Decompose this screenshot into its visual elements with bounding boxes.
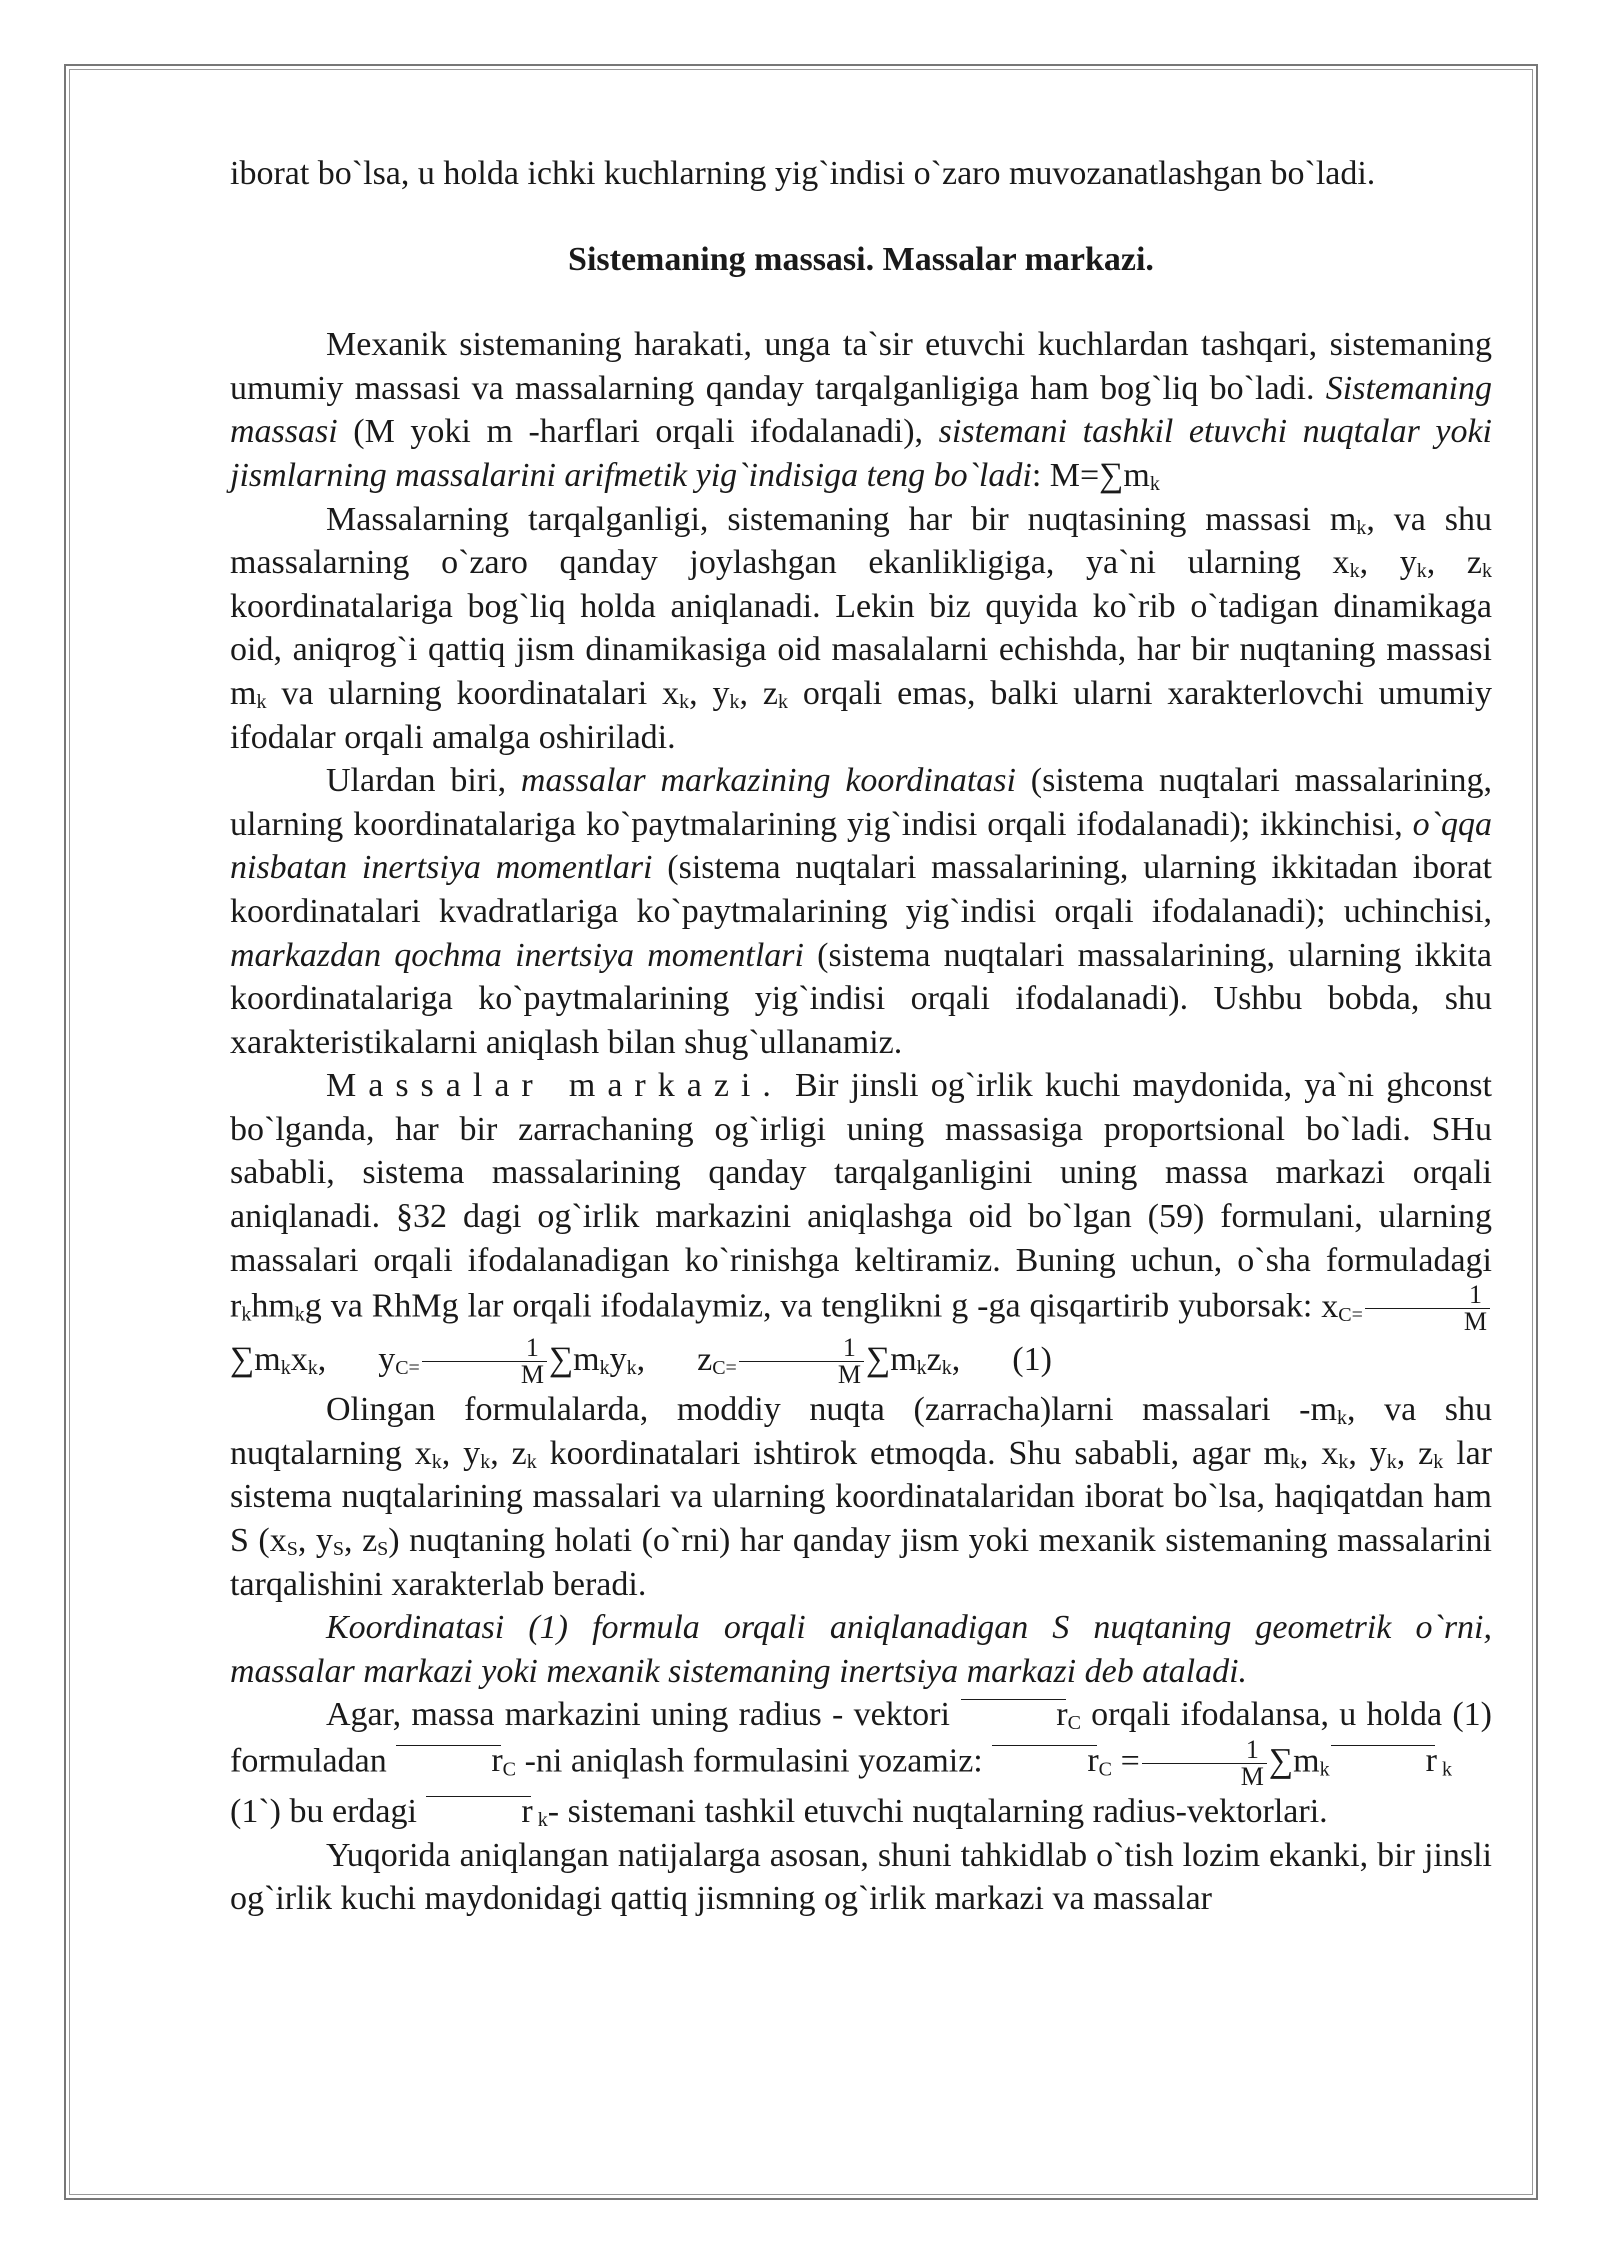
subscript: k	[526, 1450, 537, 1473]
equation-tag: (1`)	[230, 1793, 281, 1830]
text-run: koordinatalariga bog`liq holda aniqlanadi. Lekin biz quyida ko`rib o`tadigan dinamikaga oid, aniqrog`i qattiq jism dinamikasiga oid masalalarni echishda, har bir nuqtaning massasi m	[230, 587, 1492, 712]
vector-symbol: r	[960, 1693, 1067, 1737]
text-run: , y	[441, 1434, 481, 1472]
text-run: , va shu massalarning o`zaro qanday joylashgan ekanlikligiga, ya`ni ularning x	[230, 500, 1492, 582]
subscript: k	[1349, 560, 1360, 583]
text-run: massalar markazining koordinatasi	[520, 762, 1016, 800]
subscript: C	[1098, 1758, 1113, 1781]
paragraph-radius-vector	[230, 1693, 1492, 1833]
section-heading: Sistemaning massasi. Massalar markazi.	[568, 240, 1154, 278]
text-run: (M yoki m -harflari orqali ifodalanadi),	[337, 413, 939, 451]
subscript: k	[1433, 1450, 1444, 1473]
subscript: k	[480, 1450, 491, 1473]
subscript: k	[778, 690, 789, 713]
subscript: k	[431, 1450, 442, 1473]
subscript: k	[1436, 1758, 1453, 1781]
vector-symbol: r	[395, 1739, 502, 1783]
subscript: k	[1482, 560, 1492, 583]
text-run: ∑m	[865, 1340, 917, 1378]
text-run: ,	[951, 1340, 961, 1378]
text-run: (sistema nuqtalari massalarining, ularning ikkita koordinatalariga ko`paytmalarining yig`indisi orqali ifodalanadi). Ushbu bobda, shu xarakteristikalarni aniqlash bilan shug`ullanamiz.	[230, 936, 1492, 1061]
subscript: k	[941, 1356, 952, 1379]
text-run: ) nuqtaning holati (o`rni) har qanday jism yoki mexanik sistemaning massalarini tarqalishini xarakterlab beradi.	[230, 1522, 1493, 1603]
text-run: M	[837, 1360, 861, 1390]
subscript: k	[1319, 1758, 1330, 1781]
text-run: g va RhMg lar orqali ifodalaymiz, va tenglikni g -ga qisqartirib yuborsak:	[304, 1287, 1322, 1325]
equation-tag: (1)	[1012, 1340, 1052, 1378]
paragraph-definition	[230, 1606, 1492, 1693]
text-run: , y	[1348, 1434, 1387, 1472]
subscript: S	[332, 1538, 345, 1561]
text-run: , z	[1396, 1434, 1434, 1472]
paragraph-mass-distribution	[230, 498, 1492, 760]
text-run: ∑m	[548, 1340, 600, 1378]
subscript: k	[1386, 1450, 1397, 1473]
text-run: hm	[251, 1287, 295, 1325]
subscript: k	[532, 1809, 548, 1831]
text-run: 1	[1365, 1282, 1490, 1309]
text-run: , va shu nuqtalarning x	[230, 1391, 1493, 1472]
text-run: ∑m	[1268, 1742, 1320, 1780]
subscript: k	[679, 690, 690, 713]
text-run: - sistemani tashkil etuvchi nuqtalarning radius-vektorlari.	[547, 1793, 1328, 1830]
text-run: Mexanik sistemaning harakati, unga ta`sir etuvchi kuchlardan tashqari, sistemaning umumiy massasi va massalarning qanday tarqalganligiga ham bog`liq bo`ladi.	[230, 326, 1492, 407]
subscript: k	[1338, 1450, 1349, 1473]
paragraph-continuation: iborat bo`lsa, u holda ichki kuchlarning yig`indisi o`zaro muvozanatlashgan bo`ladi.	[230, 155, 1376, 192]
text-run: Ulardan biri,	[326, 762, 521, 800]
paragraph-characteristics	[230, 759, 1492, 1064]
fraction	[739, 1335, 864, 1388]
subscript: k	[599, 1356, 610, 1379]
text-run: , y	[1359, 544, 1417, 582]
subscript: k	[1336, 1407, 1347, 1430]
subscript: k	[626, 1356, 637, 1379]
subscript: C=	[712, 1356, 737, 1379]
text-run: sistemani tashkil etuvchi nuqtalar yoki jismlarning massalarini arifmetik yig`indisiga teng bo`ladi	[230, 413, 1493, 494]
text-run: , z	[490, 1434, 527, 1472]
subscript: k	[280, 1356, 291, 1379]
text-run: M	[1463, 1307, 1487, 1337]
text-run: y	[609, 1340, 627, 1378]
text-run: , y	[689, 674, 730, 712]
text-run: va ularning koordinatalari x	[266, 674, 680, 712]
subscript: k	[307, 1356, 318, 1379]
text-run: x	[290, 1340, 308, 1378]
text-run: bu erdagi	[280, 1793, 417, 1830]
text-run: orqali emas, balki ularni xarakterlovchi umumiy ifodalar orqali amalga oshiriladi.	[230, 674, 1493, 756]
subscript: k	[1416, 560, 1427, 583]
text-run: z	[926, 1340, 942, 1378]
text-run: M	[520, 1360, 544, 1390]
text-run: =	[1112, 1742, 1140, 1780]
subscript: k	[1289, 1450, 1300, 1473]
text-run: 1	[1142, 1737, 1267, 1764]
subscript: k	[241, 1303, 252, 1326]
text-run: y	[378, 1340, 396, 1378]
subscript: S	[286, 1538, 298, 1561]
text-run: , z	[1426, 544, 1482, 582]
paragraph-center-of-mass	[230, 1064, 1492, 1388]
vector-symbol: r	[1330, 1739, 1437, 1783]
text-run: Olingan formulalarda, moddiy nuqta (zarracha)larni massalari -m	[326, 1391, 1337, 1429]
fraction	[422, 1335, 547, 1388]
document-page	[230, 152, 1492, 1921]
text-run: orqali ifodalansa, u holda (1) formuladan	[230, 1696, 1492, 1780]
subscript: C=	[395, 1356, 420, 1379]
subscript: S	[377, 1538, 389, 1561]
text-run: o`qqa nisbatan inertsiya momentlari	[230, 805, 1492, 887]
text-run: Massalarning tarqalganligi, sistemaning har bir nuqtasining massasi m	[326, 500, 1357, 538]
text-run: lar sistema nuqtalarining massalari va ularning koordinatalaridan iborat bo`lsa, haqiqatdan ham S (x	[230, 1434, 1493, 1560]
text-run: 1	[422, 1335, 547, 1362]
text-run: -ni aniqlash formulasini yozamiz:	[515, 1742, 992, 1780]
text-run: Sistemaning massasi	[230, 369, 1492, 451]
text-run: z	[697, 1340, 713, 1378]
spaced-term: Massalar markazi.	[326, 1067, 783, 1105]
fraction	[1365, 1282, 1490, 1335]
subscript: C=	[1338, 1303, 1363, 1326]
subscript: C	[502, 1758, 516, 1781]
subscript: k	[256, 690, 267, 713]
text-run: : M=∑m	[1031, 456, 1150, 494]
text-run: (sistema nuqtalari massalarining, ularning ikkitadan iborat koordinatalari kvadratlariga ko`paytmalarining yig`indisi orqali ifodalanadi); uchinchisi,	[230, 849, 1492, 930]
text-run: Bir jinsli og`irlik kuchi maydonida, ya`ni ghconst bo`lganda, har bir zarrachaning og`irligi uning massasiga proportsional bo`ladi. SHu sababli, sistema massalarining qanday tarqalganligini uning massa markazi orqali aniqlanadi. §32 dagi og`irlik markazini aniqlashga oid bo`lgan (59) formulani, ularning massalari orqali ifodalanadigan ko`rinishga keltiramiz. Buning uchun, o`sha formuladagi r	[230, 1067, 1492, 1325]
text-run: , z	[739, 674, 779, 712]
subscript: k	[1356, 516, 1367, 539]
subscript: k	[729, 690, 740, 713]
text-run: ,	[317, 1340, 327, 1378]
vector-symbol: r	[425, 1790, 532, 1834]
fraction	[1142, 1737, 1267, 1790]
text-run: , z	[344, 1522, 378, 1560]
text-run: x	[1321, 1287, 1339, 1325]
text-run: ,	[636, 1340, 646, 1378]
text-run: 1	[739, 1335, 864, 1362]
text-run: ∑m	[230, 1340, 281, 1378]
subscript: k	[294, 1303, 305, 1326]
text-run: , y	[297, 1522, 333, 1560]
text-run: M	[1240, 1762, 1264, 1791]
text-run: Koordinatasi (1) formula orqali aniqlanadigan S nuqtaning geometrik o`rni, massalar markazi yoki mexanik sistemaning inertsiya markazi deb ataladi.	[230, 1609, 1492, 1690]
paragraph-system-mass	[230, 323, 1492, 497]
subscript: k	[916, 1356, 927, 1379]
paragraph-conclusion: Yuqorida aniqlangan natijalarga asosan, shuni tahkidlab o`tish lozim ekanki, bir jinsli og`irlik kuchi maydonidagi qattiq jismning og`irlik markazi va massalar	[230, 1836, 1492, 1918]
text-run: (sistema nuqtalari massalarining, ularning koordinatalariga ko`paytmalarining yig`indisi orqali ifodalanadi); ikkinchisi,	[230, 762, 1492, 843]
text-run: , x	[1299, 1434, 1339, 1472]
text-run: markazdan qochma inertsiya momentlari	[230, 936, 804, 974]
subscript: k	[1149, 472, 1160, 495]
text-run: Agar, massa markazini uning radius - vektori	[326, 1696, 961, 1734]
subscript: C	[1067, 1712, 1081, 1735]
paragraph-formulas-explained	[230, 1388, 1492, 1606]
text-run: koordinatalari ishtirok etmoqda. Shu sababli, agar m	[536, 1434, 1290, 1472]
vector-symbol: r	[991, 1739, 1098, 1783]
